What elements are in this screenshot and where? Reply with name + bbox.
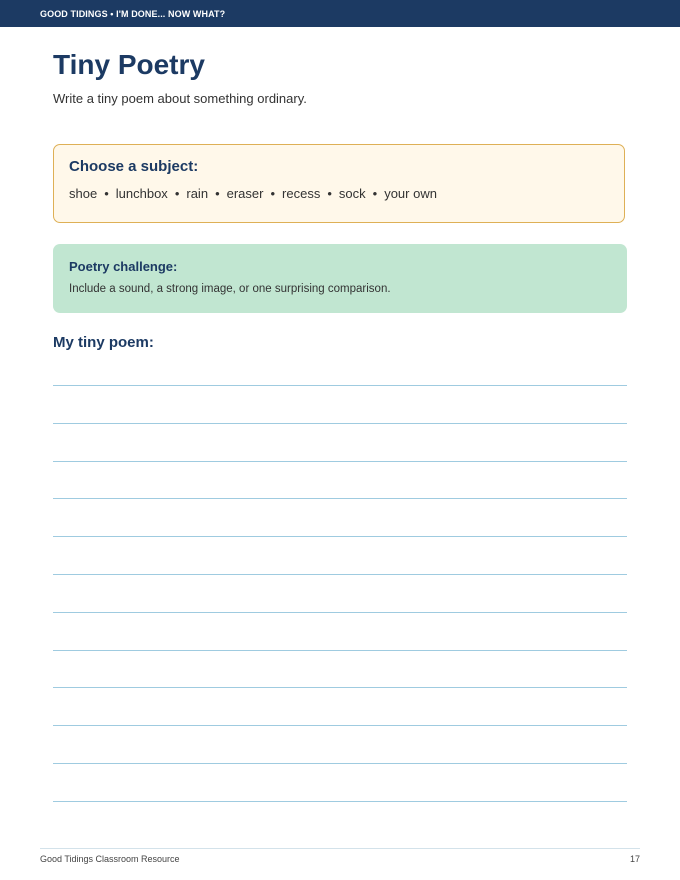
challenge-heading: Poetry challenge: <box>69 259 178 274</box>
writing-line <box>53 574 627 575</box>
top-banner <box>0 0 680 27</box>
subject-heading: Choose a subject: <box>69 158 199 175</box>
writing-line <box>53 612 627 613</box>
subject-list <box>69 186 437 201</box>
poem-heading: My tiny poem: <box>53 334 154 351</box>
subject-option: lunchbox <box>115 186 168 201</box>
subject-option: your own <box>384 186 437 201</box>
writing-line <box>53 725 627 726</box>
subject-separator: • <box>174 186 180 201</box>
writing-line <box>53 498 627 499</box>
writing-line <box>53 461 627 462</box>
footer-page-number: 17 <box>629 854 640 864</box>
writing-line <box>53 423 627 424</box>
challenge-text: Include a sound, a strong image, or one surprising comparison. <box>69 283 391 295</box>
writing-line <box>53 687 627 688</box>
subject-option: recess <box>282 186 321 201</box>
subject-option: shoe <box>69 186 98 201</box>
subject-option: rain <box>186 186 209 201</box>
writing-line <box>53 763 627 764</box>
banner-text: GOOD TIDINGS • I'M DONE... NOW WHAT? <box>40 9 226 19</box>
subject-separator: • <box>372 186 378 201</box>
subject-separator: • <box>104 186 109 201</box>
subject-option: eraser <box>226 186 264 201</box>
subject-box <box>53 144 625 223</box>
writing-line <box>53 650 627 651</box>
writing-line <box>53 385 627 386</box>
subject-separator: • <box>327 186 332 201</box>
footer-resource-name: Good Tidings Classroom Resource <box>40 854 180 864</box>
writing-line <box>53 536 627 537</box>
page-subtitle: Write a tiny poem about something ordinary. <box>53 91 307 106</box>
challenge-box <box>53 244 627 313</box>
subject-separator: • <box>215 186 220 201</box>
footer-divider <box>40 848 640 849</box>
writing-line <box>53 801 627 802</box>
subject-separator: • <box>270 186 276 201</box>
subject-option: sock <box>338 186 366 201</box>
page-title: Tiny Poetry <box>53 49 205 80</box>
